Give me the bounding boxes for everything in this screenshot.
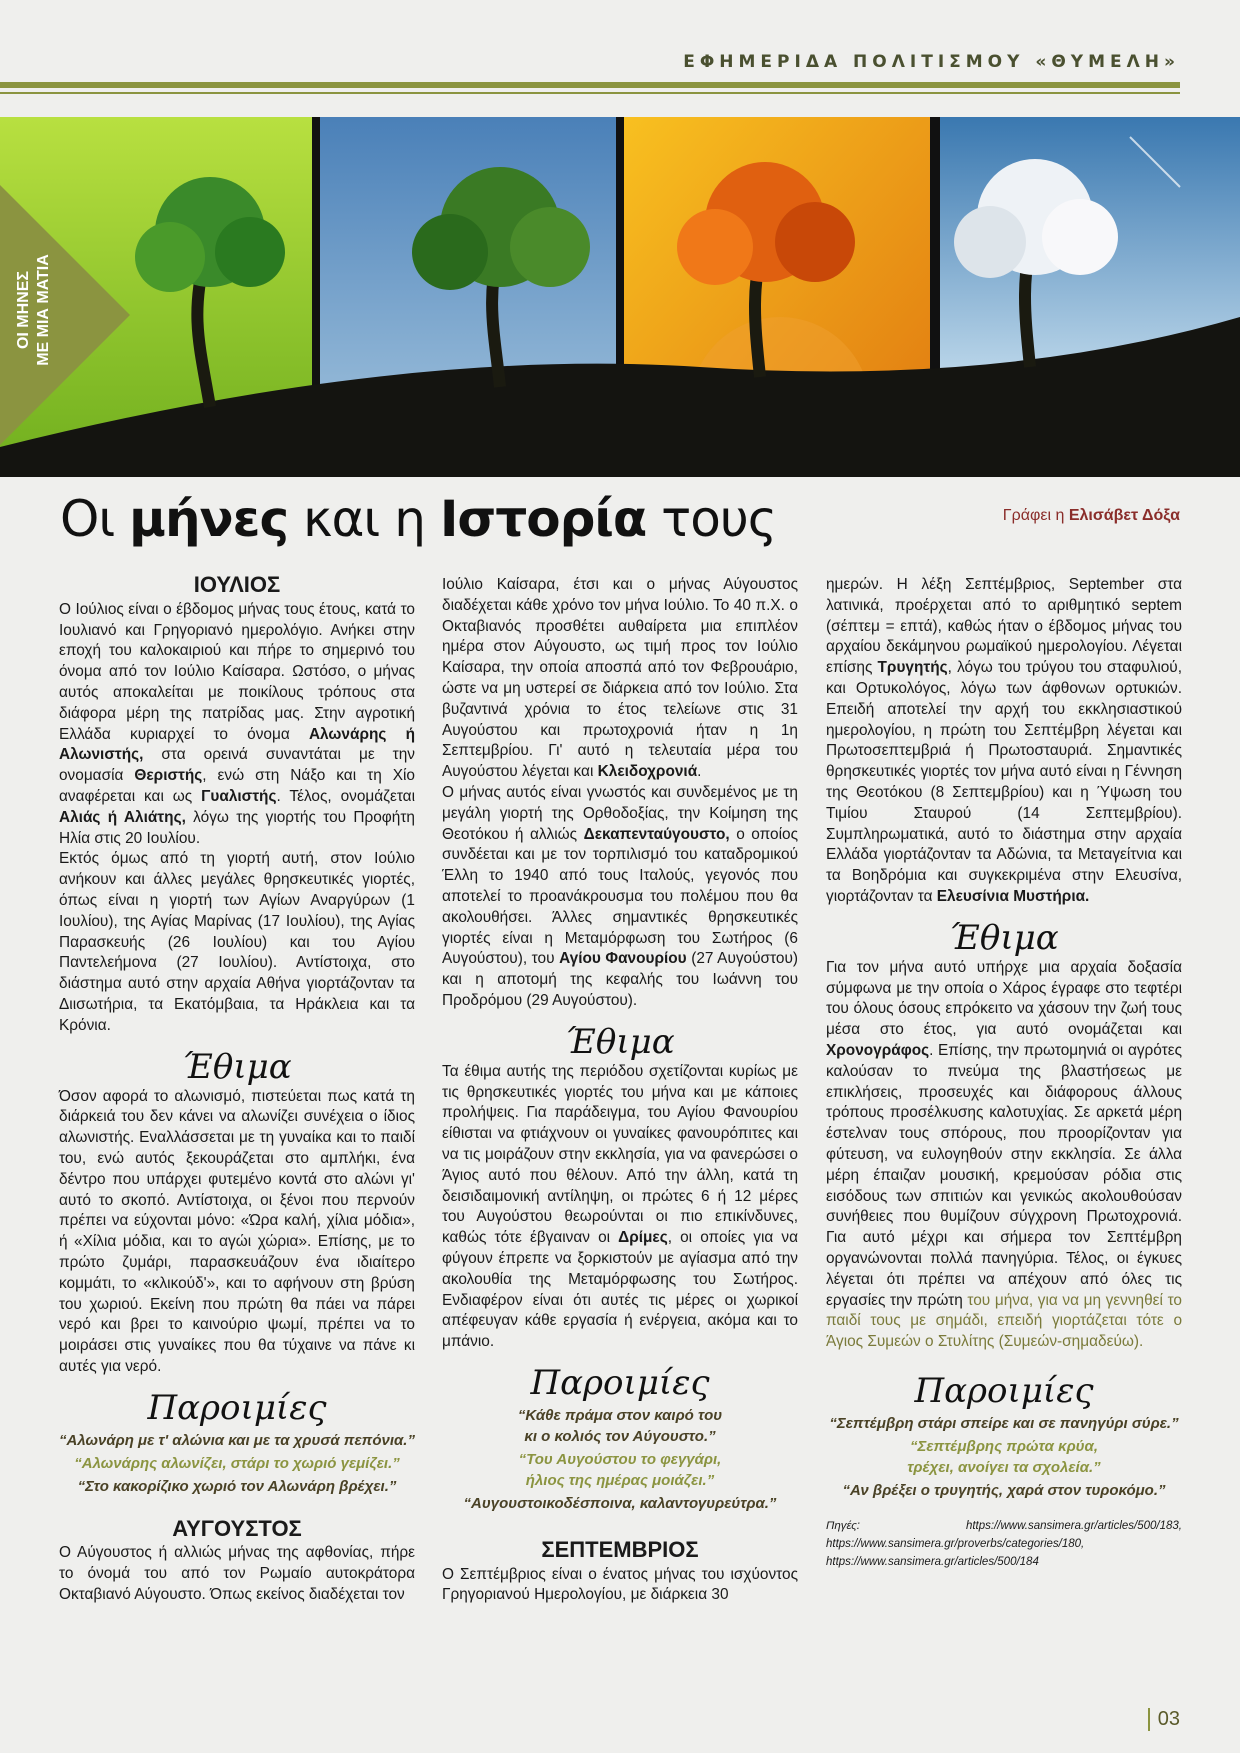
august-customs-heading: Έθιμα [565, 1021, 675, 1062]
july-heading: ΙΟΥΛΙΟΣ [193, 572, 281, 597]
september-proverb-1: “Σεπτέμβρη στάρι σπείρε και σε πανηγύρι σύρε.” [829, 1414, 1179, 1432]
september-proverb-3: “Αν βρέξει ο τρυγητής, χαρά στον τυροκόμο.” [842, 1481, 1166, 1499]
byline: Γράφει η Ελισάβετ Δόξα [1002, 507, 1180, 524]
july-customs-heading: Έθιμα [182, 1046, 292, 1087]
july-paragraph-1: Ο Ιούλιος είναι ο έβδομος μήνας τους έτους, κατά το Ιουλιανό και Γρηγοριανό ημερολόγιο. Ανήκει στην εποχή του καλοκαιριού και πήρε το σημερινό του όνομα από τον Ιούλιο Καίσαρα. Ωστόσο, ο μήνας αυτός αποκαλείται με ποικίλους τρόπους στα διάφορα μέρη της πατρίδας μας. Στην αγροτική Ελλάδα κυριαρχεί το όνομα Αλωνάρης ή Αλωνιστής, στα ορεινά συναντάται με την ονομασία Θεριστής, ενώ στη Νάξο και τη Χίο αναφέρεται και ως Γυαλιστής. Τέλος, ονομάζεται Αλιάς ή Αλιάτης, λόγω της γιορτής του Προφήτη Ηλία στις 20 Ιουλίου. [59, 600, 415, 847]
august-proverbs-heading: Παροιμίες [530, 1362, 710, 1403]
july-customs-text: Όσον αφορά το αλωνισμό, πιστεύεται πως κατά τη διάρκειά του δεν κάνει να αλωνίζει συνέχεια ο ίδιος αλωνιστής. Εναλλάσσεται με τη γυναίκα και το παιδί του, ενώ αυτός ξεκουράζεται στο αμπλήκι, ένα δέντρο που υπάρχει φυτεμένο κοντά στο αλώνι γι' αυτό το σκοπό. Αντίστοιχα, οι ξένοι που περνούν πρέπει να εύχονται μόνο: «Ώρα καλή, χίλια μόδια», ή «Χίλια μόδια, και το αγώι χώρια». Επίσης, με το πρώτο ζυμάρι, παρασκευάζουν ένα ιδιαίτερο κομμάτι, το «κλικούδ'», και το αφήνουν στη βρύση του χωριού. Εκείνη που πρώτη θα πάει να πάρει νερό και βρει το καινούριο ψωμί, πρέπει να το μοιράσει στις γυναίκες που θα τύχαινε να πάνε κι αυτές για νερό. [59, 1087, 415, 1375]
article-title: Οι μήνες και η Ιστορία τους [60, 490, 777, 548]
page-number: 03 [1148, 1708, 1180, 1731]
september-customs-heading: Έθιμα [949, 917, 1059, 958]
september-paragraph-start: Ο Σεπτέμβριος είναι ο ένατος μήνας του ισχύοντος Γρηγοριανού Ημερολογίου, με διάρκεια 30 [442, 1565, 798, 1604]
august-proverb-1: “Κάθε πράμα στον καιρό του κι ο κολιός τον Αύγουστο.” [517, 1406, 723, 1445]
september-customs-text: Για τον μήνα αυτό υπήρχε μια αρχαία δοξασία σύμφωνα με την οποία ο Χάρος έγραφε στο τεφτέρι του όλους όσους επρόκειτο να χάσουν την ζωή τους μέσα στο έτος, για αυτό ονομάζεται και Χρονογράφος. Επίσης, την πρωτομηνιά οι αγρότες καλούσαν το πνεύμα της βλαστήσεως με επικλήσεις, προσευχές και διάφορους άλλους τρόπους προσέλκυσης καλοτυχίας. Σε αρκετά μέρη έστελναν τους σπόρους, που προορίζονταν για φύτευση, να ευλογηθούν στην εκκλησία. Σε άλλα μέρη έπαιζαν μουσική, κρεμούσαν ρόδια στις εισόδους των σπιτιών και γενικώς ακολουθούσαν συνήθειες που θυμίζουν σύγχρονη Πρωτοχρονιά. Για αυτό μέχρι και σήμερα τον Σεπτέμβρη οργανώνονται πολλά πανηγύρια. Τέλος, οι έγκυες λέγεται ότι πρέπει να απέχουν από όλες τις εργασίες την πρώτη του μήνα, για να μη γεννηθεί το παιδί τους με σημάδι, επειδή γιορτάζεται τότε ο Άγιος Συμεών ο Στυλίτης (Συμεών-σημαδεύω). [826, 958, 1182, 1351]
seasons-banner [0, 117, 1240, 477]
august-heading: ΑΥΓΟΥΣΤΟΣ [172, 1515, 302, 1541]
september-paragraph-1: ημερών. Η λέξη Σεπτέμβριος, September στα λατινικά, προέρχεται από το αριθμητικό septem (σέπτεμ = επτά), καθώς ήταν ο έβδομος μήνας του αρχαίου δεκάμηνου ρωμαϊκού ημερολογίου. Λέγεται επίσης Τρυγητής, λόγω του τρύγου του σταφυλιού, και Ορτυκολόγος, λόγω των άφθονων ορτυκιών. Επειδή αποτελεί την αρχή του εκκλησιαστικού ημερολογίου, η πρώτη του Σεπτέμβρη λέγεται και Πρωτοσεπτεμβριά ή Πρωτοσταυριά. Σημαντικές θρησκευτικές γιορτές τον μήνα αυτό είναι η Γέννηση της Θεοτόκου (8 Σεπτεμβρίου) και η Ύψωση του Τιμίου Σταυρού (14 Σεπτεμβρίου). Συμπληρωματικά, αυτό το διάστημα στην αρχαία Ελλάδα γιορτάζονταν τα Αδώνια, τα Μεταγείτνια και τα Βοηδρόμια και συγκεκριμένα στην Ελευσίνα, γιορτάζονταν τα Ελευσίνια Μυστήρια. [826, 576, 1183, 905]
september-proverb-2: “Σεπτέμβρης πρώτα κρύα, τρέχει, ανοίγει τα σχολεία.” [907, 1437, 1101, 1476]
september-heading: ΣΕΠΤΕΜΒΡΙΟΣ [541, 1536, 699, 1562]
september-proverbs-heading: Παροιμίες [914, 1370, 1094, 1411]
masthead-rule-thin [0, 92, 1180, 94]
august-proverb-2: “Του Αυγούστου το φεγγάρι, ήλιος της ημέρας μοιάζει.” [518, 1450, 722, 1489]
july-proverb-2: “Αλωνάρης αλωνίζει, στάρι το χωριό γεμίζει.” [74, 1454, 400, 1472]
august-paragraph-2: Ο μήνας αυτός είναι γνωστός και συνδεμένος με τη μεγάλη γιορτή της Ορθοδοξίας, την Κοίμηση της Θεοτόκου ή αλλιώς Δεκαπενταύγουστο, ο οποίος συνδέεται και με τον τορπιλισμό του καταδρομικού Έλλη το 1940 από τους Ιταλούς, γεγονός που αποτελεί το προανάκρουσμα του πολέμου που θα ακολουθήσει. Άλλες σημαντικές θρησκευτικές γιορτές είναι η Μεταμόρφωση του Σωτήρος (6 Αυγούστου), του Αγίου Φανουρίου (27 Αυγούστου) και η αποτομή της κεφαλής του Ιωάννη του Προδρόμου (29 Αυγούστου). [442, 783, 798, 1009]
august-proverb-3: “Αυγουστοικοδέσποινα, καλαντογυρεύτρα.” [463, 1494, 777, 1512]
column-3 [826, 575, 1182, 1571]
july-proverbs-heading: Παροιμίες [147, 1387, 327, 1428]
august-paragraph-start: Ο Αύγουστος ή αλλιώς μήνας της αφθονίας, πήρε το όνομά του από τον Ρωμαίο αυτοκράτορα Οκταβιανό Αύγουστο. Όπως εκείνος διαδέχεται τον [59, 1544, 415, 1604]
sources: Πηγές: https://www.sansimera.gr/articles/500/183, https://www.sansimera.gr/proverbs/categories/180, https://www.sansimera.gr/articles/500/184 [826, 1519, 1182, 1568]
column-1 [59, 572, 415, 1606]
masthead-rule-thick [0, 82, 1180, 88]
august-paragraph-1: Ιούλιο Καίσαρα, έτσι και ο μήνας Αύγουστος διαδέχεται κάθε χρόνο τον μήνα Ιούλιο. Το 40 π.Χ. ο Οκταβιανός προσθέτει αυθαίρετα μια επιπλέον ημέρα στον Αύγουστο, ως τιμή προς τον Ιούλιο Καίσαρα, την οποία αποσπά από τον Φεβρουάριο, ώστε να μη υστερεί σε διάρκεια από τον Ιούλιο. Στα βυζαντινά χρόνια το έτος τελείωνε στις 31 Αυγούστου και πρωτοχρονιά ήταν η 1η Σεπτεμβρίου. Γι' αυτό η τελευταία μέρα του Αυγούστου λέγεται και Κλειδοχρονιά. [442, 576, 798, 781]
masthead: ΕΦΗΜΕΡΙΔΑ ΠΟΛΙΤΙΣΜΟΥ «ΘΥΜΕΛΗ» [683, 52, 1180, 72]
july-proverb-1: “Αλωνάρη με τ' αλώνια και με τα χρυσά πεπόνια.” [59, 1431, 415, 1449]
column-2 [442, 575, 798, 1606]
side-tab-line1: ΟΙ ΜΗΝΕΣ [15, 270, 32, 350]
side-tab-label [14, 240, 54, 380]
august-customs-text: Τα έθιμα αυτής της περιόδου σχετίζονται κυρίως με τις θρησκευτικές γιορτές του μήνα και με κάποιες προλήψεις. Για παράδειγμα, του Αγίου Φανουρίου είθισται να φτιάχνουν οι γυναίκες φανουρόπιτες και να τις μοιράζουν στην εκκλησία, για να φανερώσει ο Άγιος αυτό που θέλουν. Από την άλλη, κατά τη δεισιδαιμονική αντίληψη, οι πρώτες 6 ή 12 μέρες του Αυγούστου θεωρούνται οι πιο επικίνδυνες, καθώς τότε έβγαιναν οι Δρίμες, οι οποίες για να φύγουν έπρεπε να ξορκιστούν με αγίασμα από την ακολουθία της Μεταμόρφωσης του Σωτήρος. Ενδιαφέρον είναι ότι αυτές τις μέρες οι χωρικοί απέφευγαν κάθε εργασία ή ενέργεια, ακόμα και το μπάνιο. [442, 1062, 799, 1351]
side-tab-line2: ΜΕ ΜΙΑ ΜΑΤΙΑ [35, 254, 52, 366]
seasons-illustration [0, 117, 1240, 477]
july-proverb-3: “Στο κακορίζικο χωριό τον Αλωνάρη βρέχει.” [77, 1477, 397, 1495]
july-paragraph-2: Εκτός όμως από τη γιορτή αυτή, στον Ιούλιο ανήκουν και άλλες μεγάλες θρησκευτικές γιορτές, όπως είναι η γιορτή των Αγίων Αναργύρων (1 Ιουλίου), της Αγίας Μαρίνας (17 Ιουλίου), της Αγίας Παρασκευής (26 Ιουλίου) και του Αγίου Παντελεήμονα (27 Ιουλίου). Αντίστοιχα, στο διάστημα αυτό στην αρχαία Αθήνα γιορτάζονταν τα Διισωτήρια, τα Εκατόμβαια, τα Ηράκλεια και τα Κρόνια. [59, 850, 415, 1034]
